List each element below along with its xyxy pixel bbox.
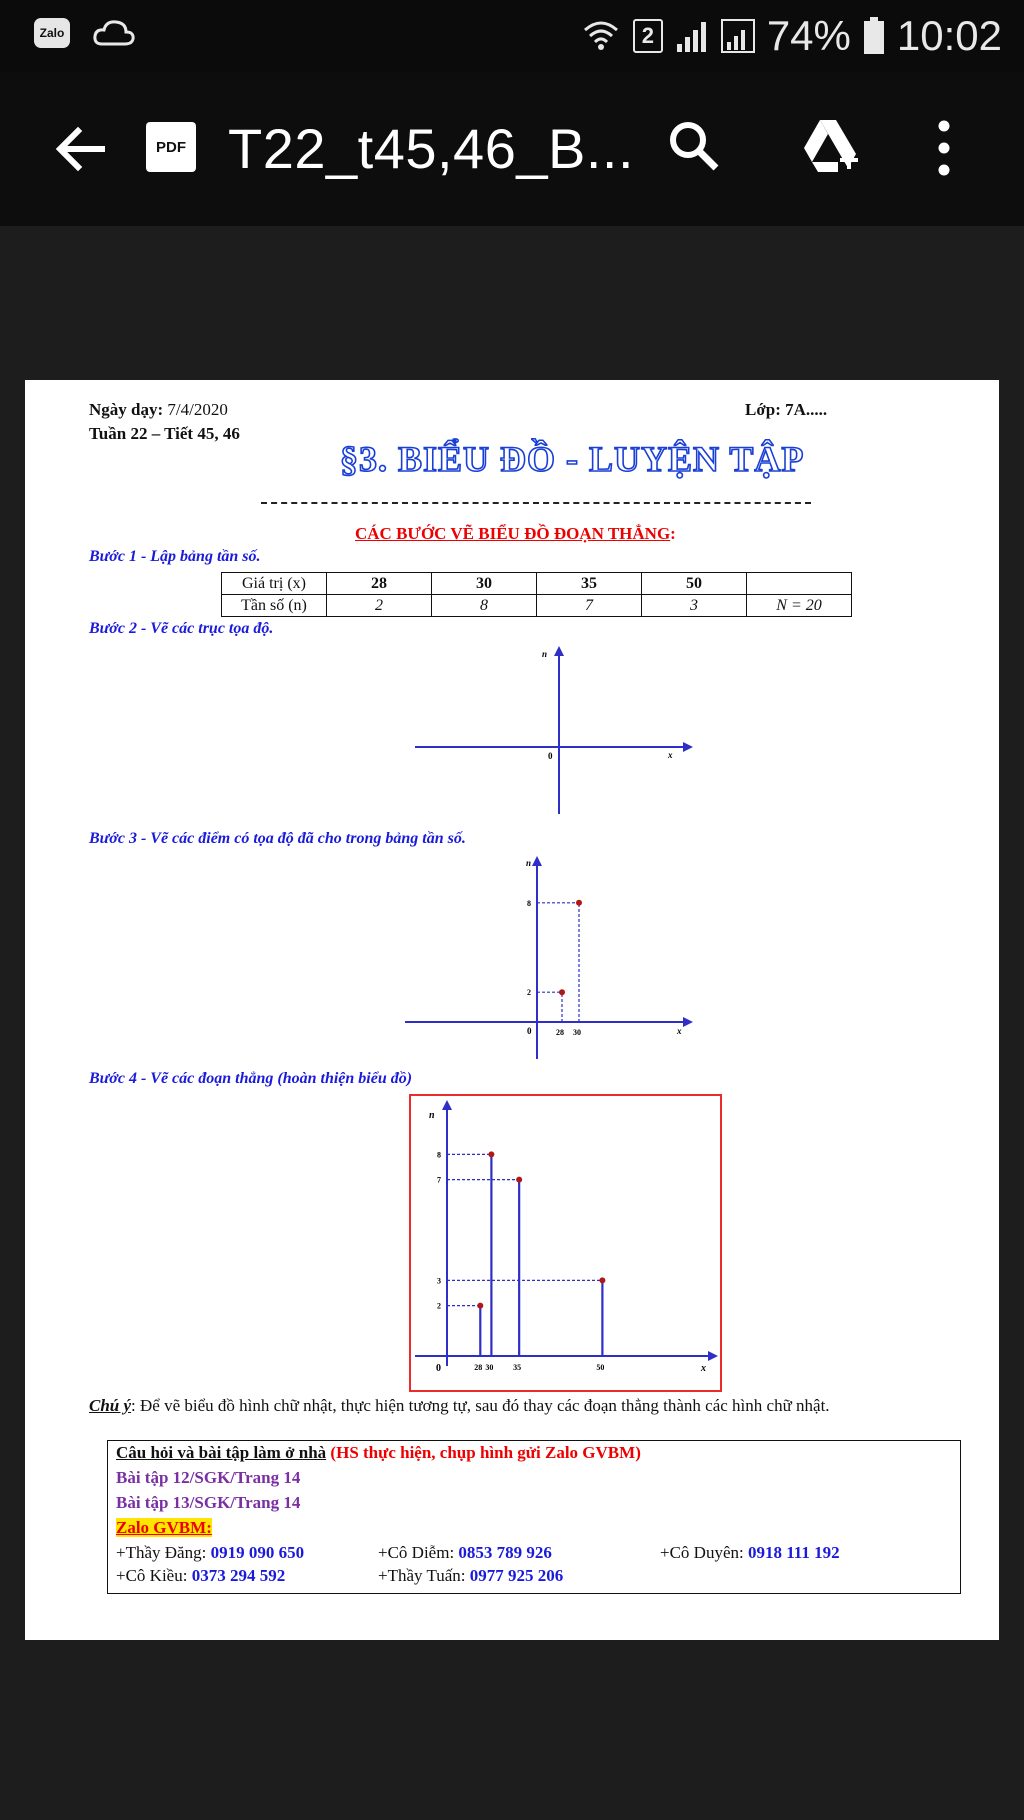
x-tick-label: 35 [513,1363,522,1372]
row-label: Giá trị (x) [222,573,327,595]
y-axis-arrow [442,1100,452,1110]
y-axis-arrow [554,646,564,656]
origin-label: 0 [527,1026,532,1036]
pdf-file-icon: PDF [146,122,196,172]
steps-heading [355,524,676,544]
search-icon[interactable] [664,116,724,176]
x-axis-arrow [708,1351,718,1361]
segment-chart [411,1096,720,1390]
table-cell: 30 [432,573,537,595]
steps-heading-text: CÁC BƯỚC VẼ BIỂU ĐỒ ĐOẠN THẲNG [355,524,671,543]
data-point [488,1151,494,1157]
x-axis-label: x [668,750,673,760]
data-point [477,1303,483,1309]
x-tick-label: 30 [485,1363,494,1372]
class-info [745,400,827,420]
clock: 10:02 [896,12,1002,59]
divider [261,502,811,504]
homework-note: HS thực hiện, chụp hình gửi Zalo GVBM [336,1443,636,1462]
contact-item [660,1543,840,1563]
contact-phone: 0373 294 592 [191,1566,286,1585]
y-axis-label: n [429,1110,435,1121]
y-tick-label: 7 [437,1175,441,1185]
exercise-1: Bài tập 12/SGK/Trang 14 [116,1468,301,1487]
document-title: T22_t45,46_B... [228,117,635,180]
axes-chart [415,644,695,816]
x-tick-label: 30 [573,1028,581,1037]
y-tick-label: 8 [437,1150,441,1160]
date-label: Ngày dạy: [89,400,164,419]
zalo-notification-icon: Zalo [34,18,70,48]
homework-box [107,1440,961,1594]
page-title: §3. BIỂU ĐỒ - LUYỆN TẬP [340,439,805,479]
step-1: Bước 1 - Lập bảng tần số. [89,548,261,565]
note-text: : Để vẽ biểu đồ hình chữ nhật, thực hiện tương tự, sau đó thay các đoạn thẳng thành các hình chữ nhật. [131,1396,830,1415]
table-cell-empty [747,573,852,595]
sim-icon: 2 [633,19,663,53]
pdf-page [25,380,999,1640]
signal-icon [675,18,709,54]
y-tick-label: 8 [527,898,531,908]
battery-icon [863,17,885,55]
table-cell: 8 [432,595,537,617]
homework-heading: Câu hỏi và bài tập làm ở nhà [116,1443,327,1462]
class-label: Lớp: [745,400,781,419]
note [89,1396,830,1416]
contact-item [116,1543,304,1563]
y-tick-label: 2 [437,1301,441,1311]
step-2: Bước 2 - Vẽ các trục tọa độ. [89,620,274,637]
data-point [516,1177,522,1183]
contact-name: +Cô Diễm: [378,1543,455,1562]
app-toolbar [0,72,1024,226]
contact-phone: 0853 789 926 [458,1543,552,1562]
y-tick-label: 2 [527,988,531,998]
origin-label: 0 [548,751,553,761]
y-tick-label: 3 [437,1276,441,1286]
data-point [559,989,565,995]
x-tick-label: 50 [596,1363,605,1372]
table-cell: 35 [537,573,642,595]
row-label: Tần số (n) [222,595,327,617]
class-value: 7A..... [785,400,828,419]
frequency-table [221,572,852,617]
data-point [599,1277,605,1283]
add-to-drive-icon[interactable] [798,114,862,178]
contact-phone: 0919 090 650 [210,1543,305,1562]
table-row-values [222,573,852,595]
wifi-icon [581,16,621,56]
table-cell: 28 [327,573,432,595]
note-label: Chú ý [89,1396,132,1415]
y-axis-label: n [526,858,532,868]
table-cell: 2 [327,595,432,617]
status-bar [0,0,1024,72]
y-axis-label: n [542,649,548,659]
contact-item [116,1566,285,1586]
signal-icon-2 [721,18,755,54]
step-3: Bước 3 - Vẽ các điểm có tọa độ đã cho trong bảng tần số. [89,830,466,847]
step-4: Bước 4 - Vẽ các đoạn thẳng (hoàn thiện biểu đồ) [89,1070,413,1087]
contact-phone: 0977 925 206 [469,1566,564,1585]
date-value: 7/4/2020 [167,400,228,419]
homework-heading-line: Câu hỏi và bài tập làm ở nhà (HS thực hiện, chụp hình gửi Zalo GVBM) [116,1443,641,1462]
table-cell: 3 [642,595,747,617]
data-point [576,900,582,906]
x-tick-label: 28 [556,1028,564,1037]
back-arrow-icon[interactable] [50,119,110,179]
contact-name: +Thầy Tuấn: [378,1566,466,1585]
contact-name: +Cô Kiều: [116,1566,188,1585]
segment-chart-frame [409,1094,722,1392]
table-row-frequency [222,595,852,617]
x-axis-label: x [701,1363,706,1374]
origin-label: 0 [436,1363,441,1374]
x-axis-label: x [677,1026,682,1036]
teaching-date [89,400,228,420]
cloud-icon [92,18,136,48]
contact-name: +Thầy Đăng: [116,1543,207,1562]
y-axis-arrow [532,856,542,866]
contact-phone: 0918 111 192 [747,1543,840,1562]
zalo-gvbm-label: Zalo GVBM: [116,1518,212,1537]
battery-percent: 74% [766,12,851,59]
zalo-label-line [116,1518,212,1538]
week-lesson: Tuần 22 – Tiết 45, 46 [89,424,240,443]
x-axis-arrow [683,1017,693,1027]
steps-heading-colon: : [670,524,676,543]
contact-item [378,1543,552,1563]
x-tick-label: 28 [474,1363,483,1372]
contact-name: +Cô Duyên: [660,1543,744,1562]
exercise-2: Bài tập 13/SGK/Trang 14 [116,1493,301,1512]
table-cell: 7 [537,595,642,617]
x-axis-arrow [683,742,693,752]
points-chart [405,854,695,1060]
more-options-icon[interactable] [922,116,966,180]
table-cell: 50 [642,573,747,595]
table-total: N = 20 [747,595,852,617]
contact-item [378,1566,563,1586]
